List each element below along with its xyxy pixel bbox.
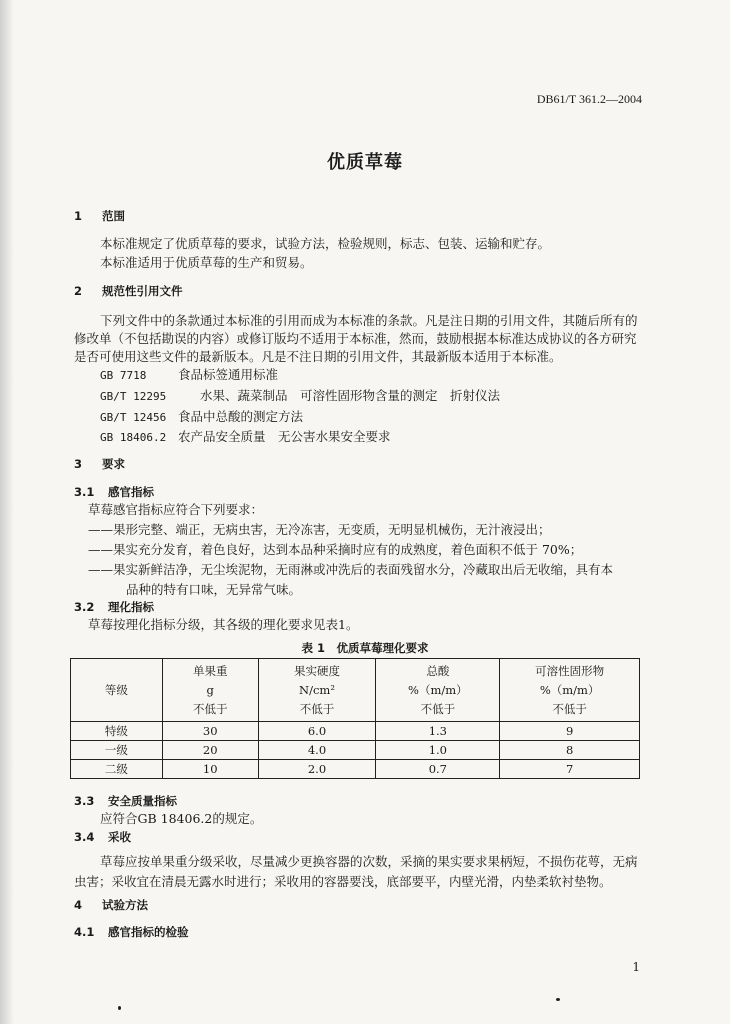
table-row (71, 760, 640, 779)
cell-hardness: 4.0 (258, 741, 376, 760)
header-line: 可溶性固形物 (535, 663, 605, 678)
header-line: 不低于 (420, 701, 456, 716)
subsection-number: 3.1 (74, 485, 95, 499)
header-line: 单果重 (192, 663, 228, 678)
section-title: 范围 (102, 209, 125, 223)
section-title: 试验方法 (102, 898, 148, 912)
subsection-number: 4.1 (74, 925, 95, 939)
header-line: %（m/m） (408, 682, 468, 697)
subsection-number: 3.2 (74, 600, 95, 614)
reference-code: GB/T 12456 (100, 411, 167, 424)
header-line: 果实硬度 (294, 663, 340, 678)
reference-item (100, 367, 278, 384)
subsection-3-2-heading (74, 599, 154, 615)
header-line: g (206, 682, 214, 697)
cell-weight: 10 (162, 760, 258, 779)
header-acid (376, 659, 500, 722)
cell-acid: 0.7 (376, 760, 500, 779)
subsection-3-1-heading (74, 484, 154, 500)
header-line: 不低于 (299, 701, 335, 716)
paragraph-line: 修改单（不包括勘误的内容）或修订版均不适用于本标准，然而，鼓励根据本标准达成协议的各方研究 (74, 331, 637, 346)
subsection-3-4-heading (74, 829, 131, 845)
bullet-item: ——果形完整、端正，无病虫害，无冷冻害，无变质，无明显机械伤，无汁液浸出； (88, 522, 551, 537)
reference-name: 农产品安全质量 无公害水果安全要求 (178, 429, 391, 444)
reference-code: GB 18406.2 (100, 431, 167, 444)
reference-item (100, 388, 500, 405)
quality-spec-table (70, 658, 640, 779)
scan-speck (556, 998, 560, 1001)
cell-solids: 9 (500, 722, 640, 741)
section-number: 4 (74, 898, 83, 912)
subsection-title: 安全质量指标 (108, 794, 177, 808)
table-caption: 表 1 优质草莓理化要求 (301, 641, 429, 655)
subsection-title: 感官指标的检验 (108, 925, 189, 939)
section-4-heading (74, 897, 148, 913)
section-number: 3 (74, 457, 83, 471)
cell-solids: 8 (500, 741, 640, 760)
header-solids (500, 659, 640, 722)
paragraph-line: 下列文件中的条款通过本标准的引用而成为本标准的条款。凡是注日期的引用文件，其随后所有的 (100, 313, 638, 328)
subsection-4-1-heading (74, 924, 189, 940)
scan-speck (118, 1006, 121, 1010)
header-line: %（m/m） (539, 682, 600, 697)
subsection-title: 感官指标 (108, 485, 154, 499)
cell-weight: 20 (162, 741, 258, 760)
header-line: 不低于 (552, 701, 587, 716)
header-hardness (258, 659, 376, 722)
header-line: 总酸 (426, 663, 450, 678)
paragraph: 草莓按理化指标分级，其各级的理化要求见表1。 (88, 617, 359, 632)
subsection-title: 采收 (108, 830, 131, 844)
standard-code: DB61/T 361.2—2004 (536, 92, 642, 106)
page-number: 1 (632, 960, 640, 974)
section-title: 要求 (102, 457, 125, 471)
paragraph: 本标准适用于优质草莓的生产和贸易。 (100, 255, 313, 270)
bullet-item-continuation: 品种的特有口味，无异常气味。 (126, 582, 302, 597)
paragraph-line: 虫害；采收宜在清晨无露水时进行；采收用的容器要浅，底部要平，内壁光滑，内垫柔软衬垫物。 (74, 874, 612, 889)
paragraph: 应符合GB 18406.2的规定。 (100, 811, 263, 826)
page-title: 优质草莓 (327, 152, 403, 173)
subsection-number: 3.4 (74, 830, 95, 844)
reference-name: 水果、蔬菜制品 可溶性固形物含量的测定 折射仪法 (200, 388, 501, 403)
section-2-heading (74, 283, 183, 299)
table-row (71, 741, 640, 760)
cell-weight: 30 (162, 722, 258, 741)
subsection-3-3-heading (74, 793, 177, 809)
header-weight (162, 659, 258, 722)
cell-acid: 1.0 (376, 741, 500, 760)
cell-solids: 7 (500, 760, 640, 779)
section-1-heading (74, 208, 125, 224)
reference-code: GB 7718 (100, 369, 147, 382)
cell-grade: 二级 (71, 760, 163, 779)
bullet-item: ——果实充分发育，着色良好，达到本品种采摘时应有的成熟度，着色面积不低于 70%； (88, 542, 583, 557)
header-line: N/cm² (299, 682, 335, 697)
section-title: 规范性引用文件 (102, 284, 183, 298)
cell-hardness: 2.0 (258, 760, 376, 779)
paragraph: 本标准规定了优质草莓的要求，试验方法，检验规则，标志、包装、运输和贮存。 (100, 236, 551, 251)
paragraph-line: 草莓应按单果重分级采收，尽量减少更换容器的次数，采摘的果实要求果柄短，不损伤花萼，无病 (100, 854, 638, 869)
table-header-row (71, 659, 640, 722)
cell-acid: 1.3 (376, 722, 500, 741)
reference-name: 食品标签通用标准 (178, 367, 279, 382)
reference-item (100, 409, 303, 426)
section-3-heading (74, 456, 125, 472)
cell-grade: 一级 (71, 741, 163, 760)
paragraph-line: 是否可使用这些文件的最新版本。凡是不注日期的引用文件，其最新版本适用于本标准。 (74, 349, 562, 364)
table-row (71, 722, 640, 741)
subsection-number: 3.3 (74, 794, 95, 808)
header-grade: 等级 (71, 659, 163, 722)
cell-hardness: 6.0 (258, 722, 376, 741)
section-number: 2 (74, 284, 83, 298)
reference-name: 食品中总酸的测定方法 (178, 409, 304, 424)
reference-item (100, 429, 391, 446)
reference-code: GB/T 12295 (100, 390, 167, 403)
section-number: 1 (74, 209, 83, 223)
bullet-item: ——果实新鲜洁净，无尘埃泥物，无雨淋或冲洗后的表面残留水分，冷藏取出后无收缩，具有本 (88, 562, 614, 577)
paragraph: 草莓感官指标应符合下列要求： (88, 502, 264, 517)
subsection-title: 理化指标 (108, 600, 154, 614)
header-line: 不低于 (192, 701, 228, 716)
cell-grade: 特级 (71, 722, 163, 741)
